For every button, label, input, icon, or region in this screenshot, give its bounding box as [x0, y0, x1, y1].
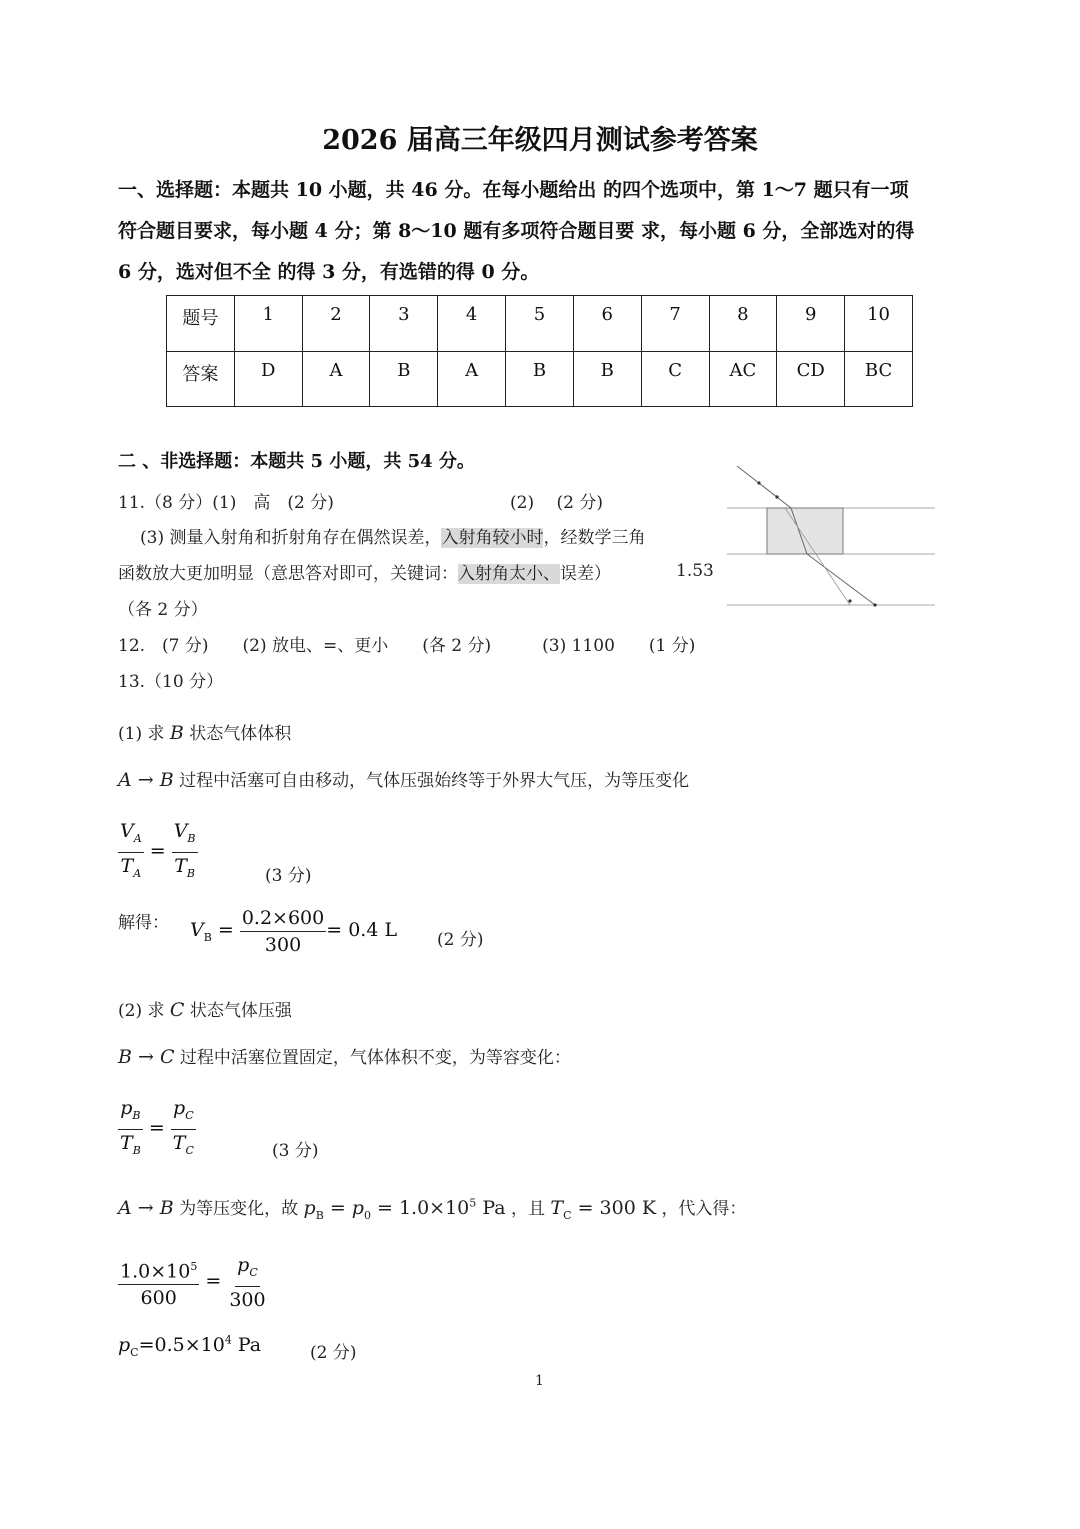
pb-exp: 5 — [469, 1196, 477, 1210]
q11-line4: （各 2 分） — [118, 600, 208, 620]
frac2-exp: 5 — [190, 1259, 198, 1273]
table-cell: A — [302, 351, 370, 407]
q11-line2-pre: (3) 测量入射角和折射角存在偶然误差， — [140, 528, 442, 548]
table-cell: B — [370, 351, 438, 407]
q13-heading: 13.（10 分） — [118, 672, 224, 692]
table-cell: 10 — [845, 296, 913, 352]
pin-marker — [848, 599, 851, 602]
eq-vb: $V_B$ = $\frac{0.2\times 600}{300}$ = 0.4 L — [190, 907, 398, 956]
q11-line1b: (2) (2 分) — [510, 493, 603, 513]
section2-heading: 二 、非选择题：本题共 5 小题，共 54 分。 — [118, 451, 475, 472]
q13-bc-line: B → C 过程中活塞位置固定，气体体积不变，为等容变化： — [118, 1046, 571, 1068]
eq-num: 0.2×600 — [240, 905, 326, 932]
q11-line2 — [140, 523, 645, 548]
score-4: (2 分) — [310, 1343, 357, 1363]
table-cell: B — [573, 351, 641, 407]
table-cell: 6 — [573, 296, 641, 352]
ab2-text: 为等压变化，故 — [179, 1199, 299, 1219]
table-cell: 9 — [777, 296, 845, 352]
row-label: 题号 — [167, 296, 235, 352]
answer-table — [166, 295, 913, 407]
frac2-rden: 300 — [229, 1288, 266, 1311]
table-cell: C — [641, 351, 709, 407]
incident-ray — [737, 466, 791, 508]
section1-line3: 6 分，选对但不全 的得 3 分，有选错的得 0 分。 — [118, 261, 540, 283]
pc-result-line: $p_C=0.5\times 10^4$ Pa — [118, 1334, 262, 1360]
part2-label: (2) 求 — [118, 1001, 165, 1021]
part1-text: 状态气体体积 — [189, 724, 292, 744]
q11-line3-post: 误差） — [560, 564, 611, 584]
section1-line2: 符合题目要求，每小题 4 分；第 8～10 题有多项符合题目要 求，每小题 6 分，全部选对的得 — [118, 220, 915, 242]
eq-pb-tb: $\frac{p_B}{T_B}$ = $\frac{p_C}{T_C}$ — [120, 1097, 194, 1157]
part2-var: C — [169, 999, 185, 1021]
part2-text: 状态气体压强 — [189, 1001, 292, 1021]
page-number: 1 — [535, 1373, 544, 1389]
q11-value: 1.53 — [676, 561, 714, 581]
ab-text: 过程中活塞可自由移动，气体压强始终等于外界大气压，为等压变化 — [179, 771, 690, 791]
pc-exp: 4 — [224, 1334, 232, 1347]
part1-label: (1) 求 — [118, 724, 165, 744]
q11-line2-post: ，经数学三角 — [543, 528, 646, 548]
eq-va-ta: $\frac{V_A}{T_A}$ = $\frac{V_B}{T_B}$ — [120, 820, 196, 880]
pb-unit: Pa — [476, 1197, 506, 1219]
table-cell: 4 — [438, 296, 506, 352]
table-row — [167, 351, 913, 407]
table-cell: BC — [845, 351, 913, 407]
solve-label: 解得： — [118, 913, 169, 933]
table-cell: 7 — [641, 296, 709, 352]
section1-line1: 一、选择题：本题共 10 小题，共 46 分。在每小题给出 的四个选项中，第 1～7 题只有一项 — [118, 179, 909, 201]
score-3: (3 分) — [272, 1141, 319, 1161]
q13-ab-line: A → B 过程中活塞可自由移动，气体压强始终等于外界大气压，为等压变化 — [118, 769, 690, 791]
q13-part1 — [118, 719, 291, 744]
eq-pc: $\frac{1.0\times 10^5}{600}$ = $\frac{p_C}{300}$ — [120, 1254, 266, 1311]
emergent-ray — [807, 554, 875, 605]
pb-eq: = 1.0×10 — [377, 1197, 470, 1219]
pc-unit: Pa — [231, 1334, 262, 1357]
table-cell: 2 — [302, 296, 370, 352]
pc-result: =0.5×10 — [138, 1334, 225, 1357]
bc-text: 过程中活塞位置固定，气体体积不变，为等容变化： — [179, 1048, 571, 1068]
table-cell: A — [438, 351, 506, 407]
table-row — [167, 296, 913, 352]
pin-marker — [775, 495, 778, 498]
q13-part2 — [118, 996, 292, 1021]
table-cell: B — [506, 351, 574, 407]
q11-line3-highlight: 入射角太小、 — [458, 564, 560, 584]
table-cell: AC — [709, 351, 777, 407]
refraction-diagram — [725, 458, 940, 613]
q11-line3 — [118, 559, 611, 584]
pin-marker — [873, 603, 876, 606]
score-2: (2 分) — [437, 930, 484, 950]
page-title: 2026 届高三年级四月测试参考答案 — [322, 125, 758, 156]
table-cell: D — [234, 351, 302, 407]
q12-line: 12. (7 分) (2) 放电、=、更小 (各 2 分) (3) 1100 (1 分) — [118, 636, 696, 656]
and-text: ，且 — [511, 1199, 545, 1219]
part1-var: B — [169, 722, 184, 744]
score-1: (3 分) — [265, 866, 312, 886]
row-label: 答案 — [167, 351, 235, 407]
frac2-num: 1.0×10 — [120, 1260, 191, 1283]
eq-result: = 0.4 L — [326, 919, 398, 941]
table-cell: 8 — [709, 296, 777, 352]
table-cell: 3 — [370, 296, 438, 352]
table-cell: 1 — [234, 296, 302, 352]
sub-text: ，代入得： — [661, 1199, 747, 1219]
tc-eq: = 300 K — [577, 1197, 657, 1219]
table-cell: 5 — [506, 296, 574, 352]
table-cell: CD — [777, 351, 845, 407]
eq-den: 300 — [264, 934, 302, 956]
pin-marker — [757, 481, 760, 484]
frac2-den: 600 — [140, 1287, 177, 1310]
q11-line1a: 11.（8 分）(1) 高 (2 分) — [118, 493, 334, 513]
q11-line3-pre: 函数放大更加明显（意思答对即可，关键词： — [118, 564, 458, 584]
q11-line2-highlight: 入射角较小时 — [441, 528, 544, 548]
q13-ab2-line: A → B 为等压变化，故 $p_B = p_0 = 1.0\times 10^5$ Pa ，且 $T_C = 300$ K ，代入得： — [118, 1196, 747, 1222]
